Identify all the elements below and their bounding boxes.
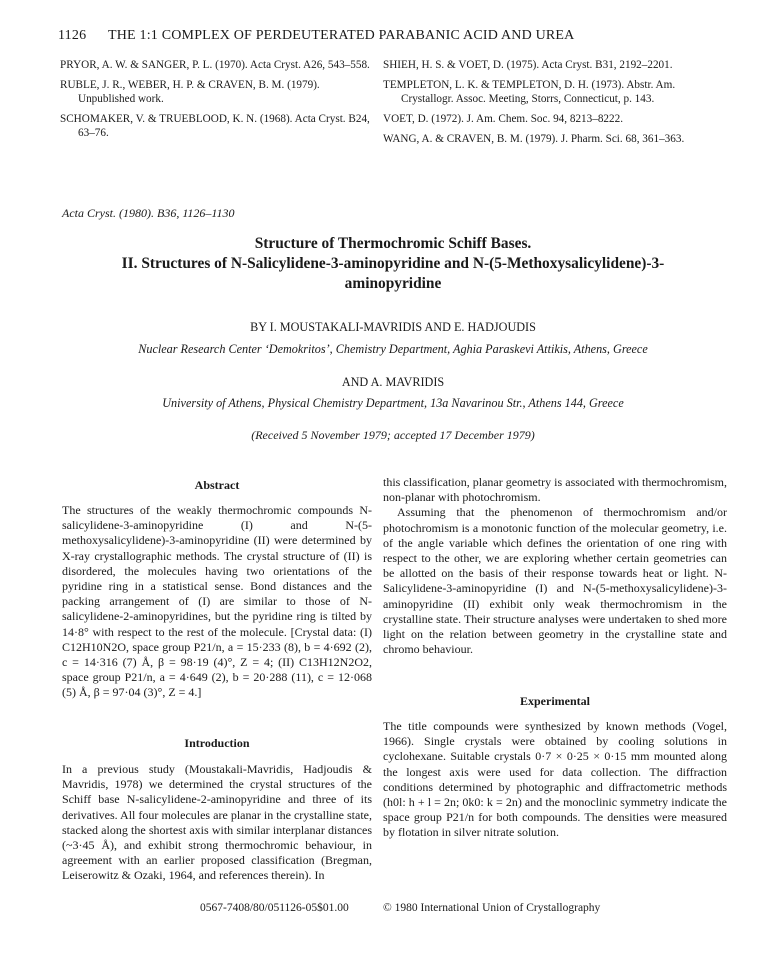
affiliation-primary: Nuclear Research Center ‘Demokritos’, Chemistry Department, Aghia Paraskevi Attikis, Athens, Greece <box>138 342 648 356</box>
abstract-text: The structures of the weakly thermochromic compounds N-salicylidene-3-aminopyridine (I) and N-(5-methoxysalicylidene)-3-aminopyridine (II) were determined by X-ray crystallographic methods. The crystal structure of (II) is disordered, the molecules having two orientations of the pyridine ring in a statistical sense. Bond distances and the packing arrangement of (I) are similar to those of N-salicylidene-2-aminopyridines, but the pyridine ring is tilted by 14·8° with respect to the rest of the molecule. [Crystal data: (I) C12H10N2O, space group P21/n, a = 15·233 (8), b = 4·692 (2), c = 14·316 (7) Å, β = 98·19 (4)°, Z = 4; (II) C13H12N2O2, space group P21/n, a = 4·649 (2), b = 20·288 (11), c = 12·068 (5) Å, β = 97·04 (3)°, Z = 4.] <box>62 503 372 700</box>
references-left <box>60 58 378 146</box>
title-line-1: Structure of Thermochromic Schiff Bases. <box>254 235 532 252</box>
reference-item: PRYOR, A. W. & SANGER, P. L. (1970). Acta Cryst. A26, 543–558. <box>60 59 370 71</box>
reference-item: VOET, D. (1972). J. Am. Chem. Soc. 94, 8213–8222. <box>383 113 623 125</box>
copyright-notice: © 1980 International Union of Crystallography <box>383 902 601 914</box>
reference-item: WANG, A. & CRAVEN, B. M. (1979). J. Pharm. Sci. 68, 361–363. <box>383 133 685 145</box>
experimental-heading: Experimental <box>520 694 590 708</box>
article-code: 0567-7408/80/051126-05$01.00 <box>200 902 349 914</box>
experimental-body <box>383 719 727 841</box>
abstract-heading: Abstract <box>194 478 240 492</box>
title-line-3: aminopyridine <box>344 275 442 292</box>
page-number: 1126 <box>58 28 87 43</box>
introduction-text: In a previous study (Moustakali-Mavridis, Hadjoudis & Mavridis, 1978) we determined the crystal structures of the Schiff base N-salicylidene-2-aminopyridine and three of its derivatives. All four molecules are planar in the crystalline state, stacked along the shortest axis with similar interplanar distances (~3·45 Å), and exhibit strong thermochromic behaviour, in agreement with an earlier proposed classification (Bregman, Leiserowitz & Ozaki, 1964, and references therein). In <box>62 762 372 883</box>
title-line-2: II. Structures of N-Salicylidene-3-aminopyridine and N-(5-Methoxysalicylidene)-3- <box>121 255 665 272</box>
reference-item: SCHOMAKER, V. & TRUEBLOOD, K. N. (1968). Acta Cryst. B24, 63–76. <box>60 113 370 139</box>
reference-item: SHIEH, H. S. & VOET, D. (1975). Acta Cryst. B31, 2192–2201. <box>383 59 673 71</box>
intro-paragraph-2: Assuming that the phenomenon of thermochromism and/or photochromism is a monotonic function of the molecular geometry, i.e. of the angle variable which defines the orientation of one ring with respect to the other, we are exploring whether certain geometries can be allotted on the basis of their response towards heat or light. N-Salicylidene-3-aminopyridine (I) and N-(5-methoxysalicylidene)-3-aminopyridine (II) exhibit only weak thermochromism in the crystalline state. Their structure analyses were undertaken to shed more light on the relation between geometry in the crystalline state and chromo behaviour. <box>383 505 727 657</box>
article-title <box>60 234 726 294</box>
running-head <box>58 28 738 44</box>
introduction-continued <box>383 475 727 657</box>
abstract-body <box>62 503 372 701</box>
journal-citation: Acta Cryst. (1980). B36, 1126–1130 <box>62 206 235 220</box>
introduction-body <box>62 762 372 884</box>
intro-paragraph-1: this classification, planar geometry is associated with thermochromism, non-planar with photochromism. <box>383 475 727 505</box>
running-title: THE 1:1 COMPLEX OF PERDEUTERATED PARABANIC ACID AND UREA <box>108 28 575 43</box>
experimental-text: The title compounds were synthesized by known methods (Vogel, 1966). Single crystals were obtained by cooling solutions in cyclohexane. Suitable crystals 0·7 × 0·25 × 0·15 mm mounted along the longest axis were used for data collection. The diffraction conditions determined by photographic and diffractometric methods (h0l: h + l = 2n; 0k0: k = 2n) and the monoclinic symmetry indicate the space group P21/n for both compounds. The densities were measured by flotation in silver nitrate solution. <box>383 719 727 840</box>
received-dates: (Received 5 November 1979; accepted 17 December 1979) <box>251 428 535 442</box>
reference-item: TEMPLETON, L. K. & TEMPLETON, D. H. (1973). Abstr. Am. Crystallogr. Assoc. Meeting, Storrs, Connecticut, p. 143. <box>383 79 676 105</box>
affiliation-secondary: University of Athens, Physical Chemistry Department, 13a Navarinou Str., Athens 144, Greece <box>162 396 624 410</box>
authors-secondary: AND A. MAVRIDIS <box>341 375 445 389</box>
reference-item: RUBLE, J. R., WEBER, H. P. & CRAVEN, B. M. (1979). Unpublished work. <box>60 79 320 105</box>
authors-primary: BY I. MOUSTAKALI-MAVRIDIS AND E. HADJOUDIS <box>250 320 536 334</box>
introduction-heading: Introduction <box>184 736 250 750</box>
references-right <box>383 58 728 152</box>
